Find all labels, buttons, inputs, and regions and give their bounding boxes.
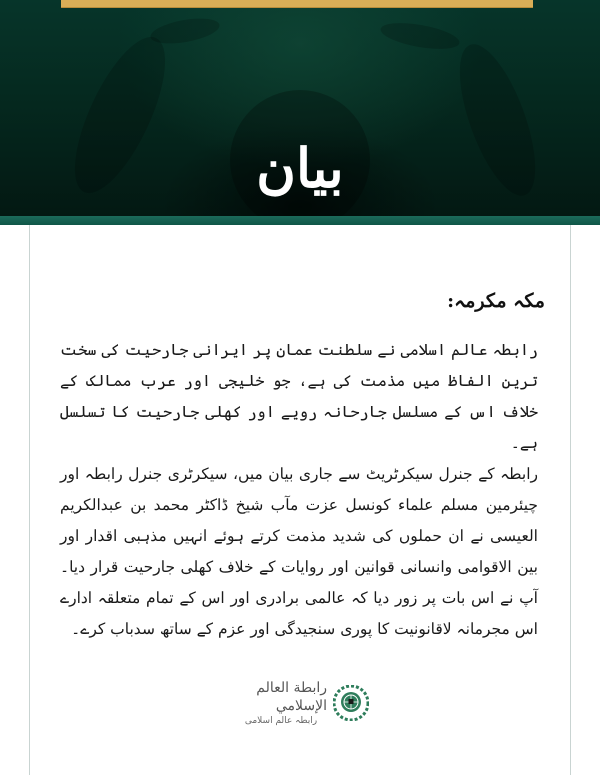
decorative-leaf [379,18,462,54]
globe-wreath-icon [333,685,369,721]
mwl-logo [235,680,370,726]
logo-urdu-name: رابطہ عالم اسلامی [244,716,318,726]
logo-text [235,679,327,727]
statement-body [60,335,538,645]
gold-accent-bar [61,0,533,7]
paragraph-2: رابطہ کے جنرل سیکرٹریٹ سے جاری بیان میں، سیکرٹری جنرل رابطہ اور چیئرمین مسلم علماء کونسل عزت مآب شیخ ڈاکٹر محمد بن عبدالکریم العیسی نے ان حملوں کی شدید مذمت کرتے ہوئے انہیں مذہبی اقدار اور بین الاقوامی وانسانی قوانین اور روایات کے خلاف کھلی جارحیت قرار دیا۔ آپ نے اس بات پر زور دیا کہ عالمی برادری اور اس کے تمام متعلقہ ادارے اس مجرمانہ لاقانونیت کا پوری سنجیدگی اور عزم کے ساتھ سدباب کرے۔ [60,465,538,638]
header-banner [0,0,600,218]
header-divider [0,216,600,225]
logo-arabic-name: رابطة العالم الإسلامي [256,680,327,714]
decorative-leaf [149,14,222,48]
paragraph-1: رابطہ عالم اسلامی نے سلطنت عمان پر ایرانی جارحیت کی سخت ترین الفاظ میں مذمت کی ہے، جو خلیجی اور عرب ممالک کے خلاف اس کے مسلسل جارحانہ رویے اور کھلی جارحیت کا تسلسل ہے۔ [60,341,538,452]
page-title: بیان [256,136,344,200]
dateline: مکہ مکرمہ: [447,290,545,312]
